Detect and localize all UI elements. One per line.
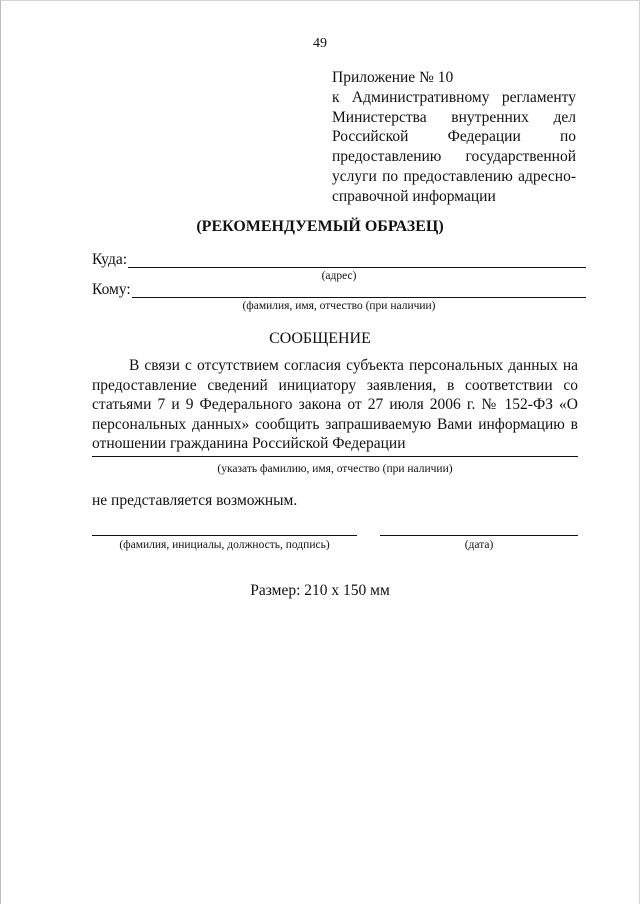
recipient-field [92, 280, 586, 300]
citizen-name-hint: (указать фамилию, имя, отчество (при наличии) [217, 463, 453, 475]
date-hint: (дата) [464, 539, 494, 551]
recipient-hint: (фамилия, имя, отчество (при наличии) [242, 300, 436, 312]
address-label: Куда: [92, 251, 128, 268]
message-body: В связи с отсутствием согласия субъекта персональных данных на предоставление сведений инициатору заявления, в соответствии со статьями 7 и 9 Федерального закона от 27 июля 2006 г. № 152-ФЗ «О персональных данных» сообщить запрашиваемую Вами информацию в отношении гражданина Российской Федерации [92, 357, 578, 453]
page-number: 49 [313, 36, 327, 51]
address-hint: (адрес) [321, 270, 357, 282]
message-title: СООБЩЕНИЕ [269, 330, 371, 347]
sample-heading: (РЕКОМЕНДУЕМЫЙ ОБРАЗЕЦ) [196, 218, 444, 235]
appendix-block [332, 68, 576, 207]
citizen-name-line [92, 456, 578, 457]
signature-line [92, 535, 357, 536]
appendix-title: Приложение № 10 [332, 69, 454, 86]
size-note: Размер: 210 х 150 мм [250, 582, 390, 599]
recipient-line [132, 297, 586, 298]
signature-hint: (фамилия, инициалы, должность, подпись) [119, 539, 330, 551]
address-line [128, 267, 586, 268]
appendix-body: к Административному регламенту Министерства внутренних дел Российской Федерации по предоставлению государственной услуги по предоставлению адресно-справочной информации [332, 88, 576, 205]
address-field [92, 250, 586, 270]
date-line [380, 535, 578, 536]
recipient-label: Кому: [92, 281, 131, 298]
conclusion-text: не представляется возможным. [92, 492, 298, 509]
